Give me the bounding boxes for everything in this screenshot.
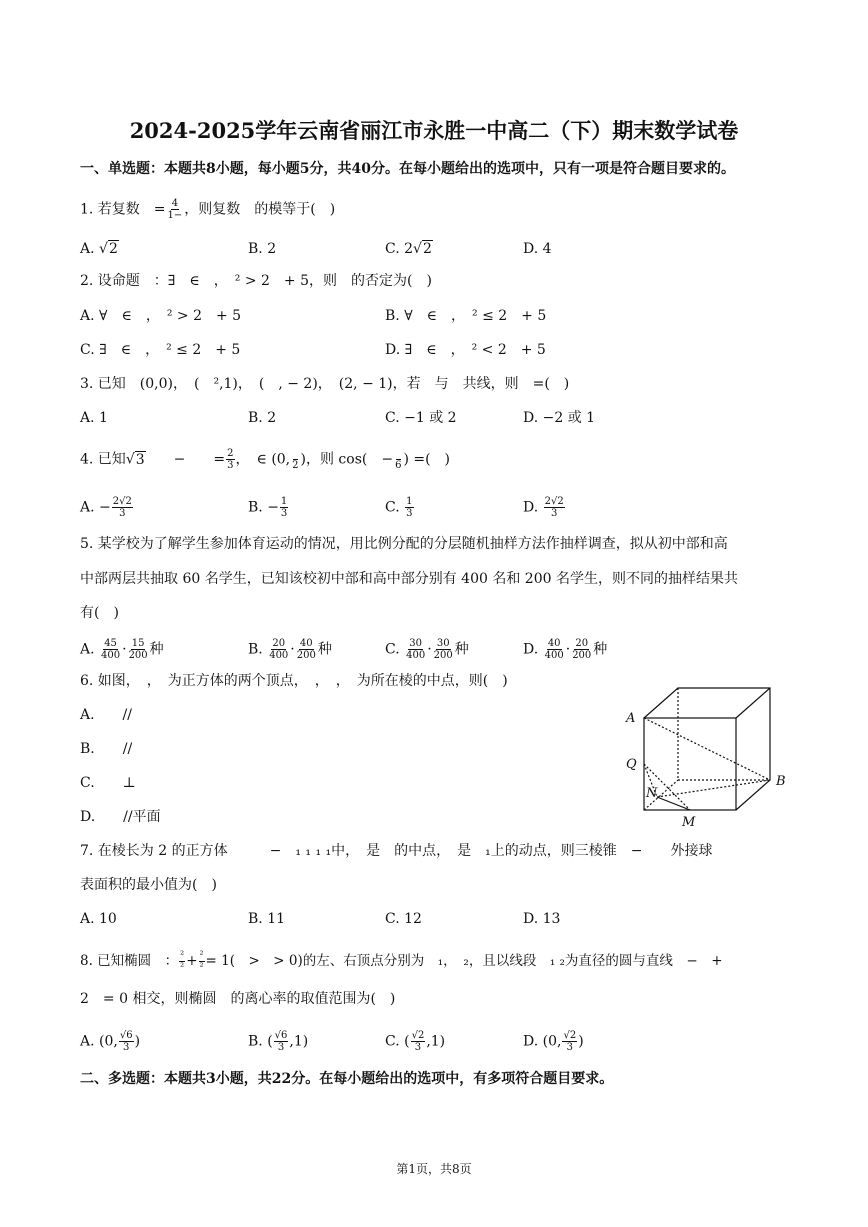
page-title: 2024-2025学年云南省丽江市永胜一中高二（下）期末数学试卷 [129, 118, 739, 143]
cube-back-edges [644, 688, 770, 810]
q2-option-b[interactable]: B. ∀ ∈ ， ² ≤ 2 + 5 [385, 308, 547, 324]
diagonal-ab [644, 718, 770, 780]
question-8-line-1: 8. 已知椭圆 ： $\frac{\text{²}}{\text{²}}$ + $\frac{\text{²}}{\text{²}}$ = 1( > > 0)的左、右顶点分别为 ₁， ₂，且以线段 ₁ ₂为直径的圆与直线 − + [80, 950, 723, 973]
q5-option-c[interactable]: C. $\frac{30}{400}$ · $\frac{30}{200}$ 种 [385, 638, 469, 661]
q7-option-d[interactable]: D. 13 [523, 911, 561, 927]
q7-option-c[interactable]: C. 12 [385, 911, 422, 927]
q1-option-a[interactable]: A. √2 [80, 241, 118, 257]
section-heading-single-choice: 一、单选题：本题共8小题，每小题5分，共40分。在每小题给出的选项中，只有一项是符合题目要求的。 [80, 161, 735, 177]
label-n: N [646, 786, 658, 801]
q1-option-c[interactable]: C. 2√2 [385, 241, 432, 257]
q8-option-b[interactable]: B. ( $\frac{√6}{3}$ ,1) [248, 1030, 309, 1053]
q8-option-c[interactable]: C. ( $\frac{√2}{3}$ ,1) [385, 1030, 446, 1053]
q3-option-d[interactable]: D. −2 或 1 [523, 410, 596, 426]
label-q: Q [626, 757, 637, 772]
label-a: A [626, 711, 636, 726]
question-5-line-2: 中部两层共抽取 60 名学生，已知该校初中部和高中部分别有 400 名和 200 名学生，则不同的抽样结果共 [80, 571, 738, 587]
question-5-line-1: 5. 某学校为了解学生参加体育运动的情况，用比例分配的分层随机抽样方法作抽样调查，拟从初中部和高 [80, 536, 728, 552]
q4-option-c[interactable]: C. $\frac{1}{3}$ [385, 496, 413, 519]
question-7-line-2: 表面积的最小值为( ) [80, 877, 217, 893]
section-heading-multi-choice: 二、多选题：本题共3小题，共22分。在每小题给出的选项中，有多项符合题目要求。 [80, 1071, 614, 1087]
cube-edge [736, 688, 770, 718]
q5-option-b[interactable]: B. $\frac{20}{400}$ · $\frac{40}{200}$ 种 [248, 638, 332, 661]
q3-option-a[interactable]: A. 1 [80, 410, 108, 426]
q1-option-b[interactable]: B. 2 [248, 241, 277, 257]
q5-option-a[interactable]: A. $\frac{45}{400}$ · $\frac{15}{200}$ 种 [80, 638, 164, 661]
cube-front-face [644, 718, 736, 810]
q2-option-a[interactable]: A. ∀ ∈ ， ² > 2 + 5 [80, 308, 242, 324]
q7-option-a[interactable]: A. 10 [80, 911, 117, 927]
page-footer: 第1页，共8页 [396, 1162, 472, 1176]
q6-option-c[interactable]: C. ⊥ [80, 775, 136, 791]
question-5-line-3: 有( ) [80, 605, 119, 621]
q6-option-d[interactable]: D. //平面 [80, 809, 161, 825]
q4-option-b[interactable]: B. − $\frac{1}{3}$ [248, 496, 288, 519]
question-3-stem: 3. 已知 (0,0)， ( ²,1)， ( , − 2)， (2, − 1)，若 与 共线，则 =( ) [80, 376, 570, 392]
cube-figure [620, 680, 795, 830]
segment-nm [657, 797, 690, 810]
q2-option-d[interactable]: D. ∃ ∈ ， ² < 2 + 5 [385, 342, 546, 358]
question-2-stem: 2. 设命题 ：∃ ∈ ， ² > 2 + 5，则 的否定为( ) [80, 273, 432, 289]
label-b: B [776, 774, 786, 789]
q4-option-d[interactable]: D. $\frac{2√2}{3}$ [523, 496, 564, 519]
q8-option-a[interactable]: A. (0, $\frac{√6}{3}$ ) [80, 1030, 141, 1053]
q3-option-c[interactable]: C. −1 或 2 [385, 410, 457, 426]
q1-option-d[interactable]: D. 4 [523, 241, 552, 257]
q7-option-b[interactable]: B. 11 [248, 911, 286, 927]
q2-option-c[interactable]: C. ∃ ∈ ， ² ≤ 2 + 5 [80, 342, 241, 358]
q3-option-b[interactable]: B. 2 [248, 410, 277, 426]
question-8-line-2: 2 = 0 相交，则椭圆 的离心率的取值范围为( ) [80, 991, 396, 1007]
q4-option-a[interactable]: A. − $\frac{2√2}{3}$ [80, 496, 132, 519]
fraction: $\frac{4}{1-}$ [167, 198, 183, 221]
q8-option-d[interactable]: D. (0, $\frac{√2}{3}$ ) [523, 1030, 584, 1053]
q6-option-b[interactable]: B. // [80, 741, 133, 757]
q5-option-d[interactable]: D. $\frac{40}{400}$ · $\frac{20}{200}$ 种 [523, 638, 608, 661]
q6-option-a[interactable]: A. // [80, 707, 132, 723]
question-1-stem: 1. 若复数 = $\frac{4}{1-}$ ，则复数 的模等于( ) [80, 198, 336, 221]
question-6-stem: 6. 如图， ， 为正方体的两个顶点， ， ， 为所在棱的中点，则( ) [80, 673, 508, 689]
label-m: M [682, 815, 696, 830]
question-4-stem: 4. 已知√3 − = $\frac{2}{3}$ ， ∈ (0, 2 )，则 cos( − 6 ) =( ) [80, 448, 451, 471]
question-7-line-1: 7. 在棱长为 2 的正方体 − ₁ ₁ ₁ ₁中， 是 的中点， 是 ₁上的动点，则三棱锥 − 外接球 [80, 843, 713, 859]
